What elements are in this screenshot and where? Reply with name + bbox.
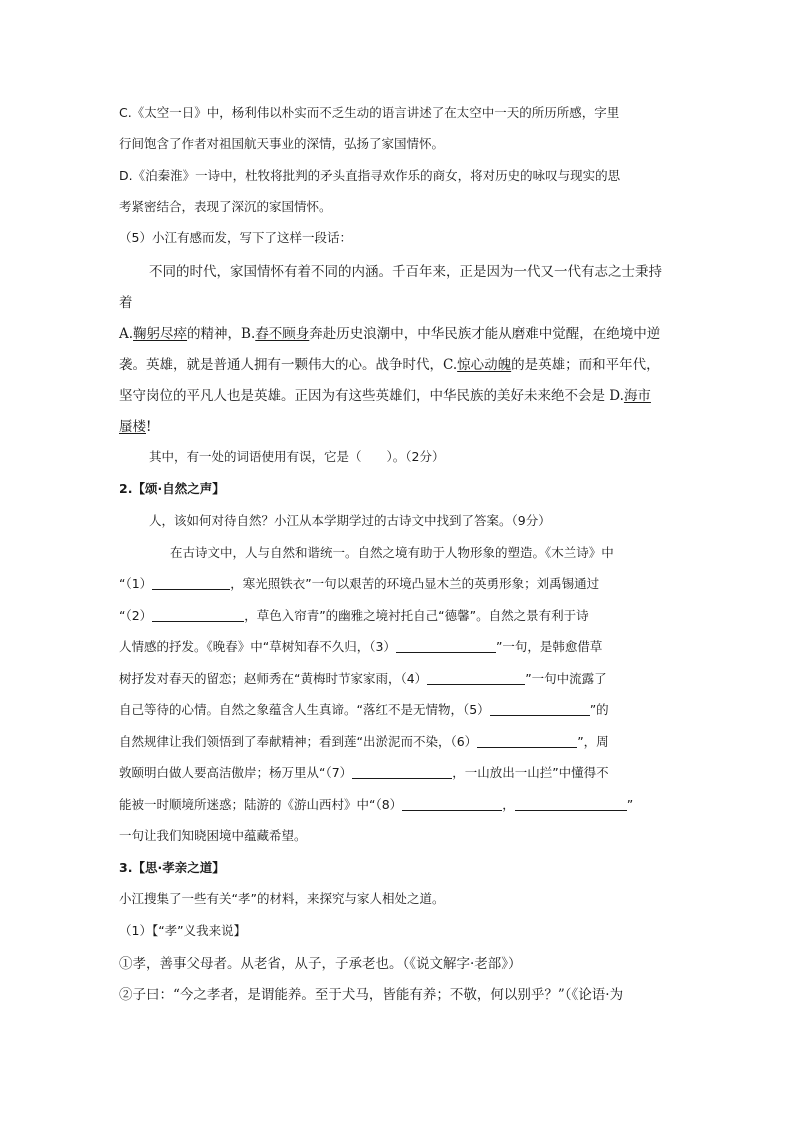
- blank-8-close-quote: ”: [626, 797, 634, 812]
- option-a-marker: A.: [119, 326, 134, 342]
- poem-paragraph-line1: 在古诗文中，人与自然和谐统一。自然之境有助于人物形象的塑造。《木兰诗》中: [170, 545, 614, 560]
- paragraph-line4: [119, 353, 660, 373]
- paragraph-line5-start: 坚守岗位的平凡人也是英雄。正因为有这些英雄们，中华民族的美好未来绝不会是 D.: [119, 388, 624, 404]
- poem-paragraph-line9: [119, 795, 633, 813]
- poem-paragraph-line8: [119, 763, 609, 781]
- blank-8b[interactable]: [515, 796, 627, 811]
- poem-paragraph-line2: [119, 574, 599, 592]
- question-3-sub1-title: （1）【“孝”义我来说】: [119, 923, 247, 938]
- paragraph-line1: 不同的时代，家国情怀有着不同的内涵。千百年来，正是因为一代又一代有志之士秉持: [149, 264, 662, 280]
- paragraph-line2: 着: [119, 295, 133, 311]
- paragraph-line4-end: 的是英雄；而和平年代，: [511, 357, 660, 373]
- blank-3[interactable]: [396, 638, 496, 653]
- blank-3-label: 人情感的抒发。《晚春》中“草树知春不久归，（3）: [119, 639, 396, 654]
- option-d-word-part2: 蜃楼: [119, 419, 146, 435]
- poem-paragraph-line2-rest: ，寒光照铁衣”一句以艰苦的环境凸显木兰的英勇形象；刘禹锡通过: [230, 576, 600, 591]
- question-2-intro: 人，该如何对待自然？小江从本学期学过的古诗文中找到了答案。（9分）: [149, 513, 551, 528]
- blank-2-label: “（2）: [119, 608, 153, 623]
- question-3-title: 3.【思·孝亲之道】: [119, 860, 225, 875]
- option-b-word: 舂不顾身: [255, 326, 310, 342]
- paragraph-line4-start: 袭。英雄，就是普通人拥有一颗伟大的心。战争时代，C.: [119, 357, 458, 373]
- option-d-line2: 考紧密结合，表现了深沉的家国情怀。: [119, 199, 332, 214]
- blank-8-label: 能被一时顺境所迷惑；陆游的《游山西村》中“（8）: [119, 797, 403, 812]
- poem-paragraph-line4: [119, 637, 602, 655]
- blank-4[interactable]: [427, 670, 525, 685]
- blank-1-label: “（1）: [119, 576, 153, 591]
- poem-paragraph-line7-rest: ”，周: [577, 734, 609, 749]
- option-b-marker: 的精神，B.: [187, 326, 256, 342]
- poem-paragraph-line7: [119, 732, 609, 750]
- blank-4-label: 树抒发对春天的留恋；赵师秀在“黄梅时节家家雨，（4）: [119, 671, 428, 686]
- option-c-line1: C.《太空一日》中，杨利伟以朴实而不乏生动的语言讲述了在太空中一天的所历所感，字里: [119, 105, 620, 120]
- poem-paragraph-line6-rest: ”的: [589, 702, 609, 717]
- question-3-intro: 小江搜集了一些有关“孝”的材料，来探究与家人相处之道。: [119, 891, 445, 906]
- blank-8-separator: ，: [502, 797, 515, 812]
- blank-1[interactable]: [152, 575, 230, 590]
- material-item-1: ①孝，善事父母者。从老省，从子，子承老也。（《说文解字·老部》）: [119, 956, 522, 972]
- material-item-2: ②子曰：“今之孝者，是谓能养。至于犬马，皆能有养；不敬，何以别乎？”（《论语·为: [119, 987, 624, 1003]
- sub-question-5-intro: （5）小江有感而发，写下了这样一段话：: [119, 230, 352, 245]
- blank-6[interactable]: [477, 733, 577, 748]
- poem-paragraph-line5: [119, 669, 607, 687]
- blank-8a[interactable]: [402, 796, 502, 811]
- poem-paragraph-line4-rest: ”一句，是韩愈借草: [495, 639, 603, 654]
- paragraph-line3-rest: 奔赴历史浪潮中，中华民族才能从磨难中觉醒，在绝境中逆: [309, 326, 661, 342]
- blank-5-label: 自己等待的心情。自然之象蕴含人生真谛。“落红不是无情物，（5）: [119, 702, 490, 717]
- option-a-word: 鞠躬尽瘁: [133, 326, 188, 342]
- sub-question-5-prompt: 其中，有一处的词语使用有误，它是（ ）。（2分）: [149, 449, 445, 464]
- blank-7-label: 敦颐明白做人要高洁傲岸；杨万里从“（7）: [119, 765, 353, 780]
- option-d-line1: D.《泊秦淮》一诗中，杜牧将批判的矛头直指寻欢作乐的商女，将对历史的咏叹与现实的思: [119, 168, 621, 183]
- option-c-line2: 行间饱含了作者对祖国航天事业的深情，弘扬了家国情怀。: [119, 136, 445, 151]
- poem-paragraph-line5-rest: ”一句中流露了: [525, 671, 607, 686]
- blank-5[interactable]: [490, 701, 590, 716]
- paragraph-line6: [119, 415, 151, 435]
- poem-paragraph-line6: [119, 700, 609, 718]
- blank-2[interactable]: [152, 607, 244, 622]
- blank-7[interactable]: [352, 764, 452, 779]
- question-2-title: 2.【颂·自然之声】: [119, 481, 225, 496]
- blank-6-label: 自然规律让我们领悟到了奉献精神；看到莲“出淤泥而不染，（6）: [119, 734, 478, 749]
- paragraph-line3: [119, 322, 660, 342]
- poem-paragraph-line3: [119, 606, 589, 624]
- option-d-word-part1: 海市: [623, 388, 651, 404]
- paragraph-line5: [119, 384, 651, 404]
- option-c-word: 惊心动魄: [457, 357, 512, 373]
- poem-paragraph-line3-rest: ，草色入帘青”的幽雅之境衬托自己“德馨”。自然之景有利于诗: [244, 608, 589, 623]
- poem-paragraph-line10: 一句让我们知晓困境中蕴藏希望。: [119, 828, 307, 843]
- paragraph-end-mark: !: [146, 419, 152, 435]
- poem-paragraph-line8-rest: ，一山放出一山拦”中懂得不: [452, 765, 609, 780]
